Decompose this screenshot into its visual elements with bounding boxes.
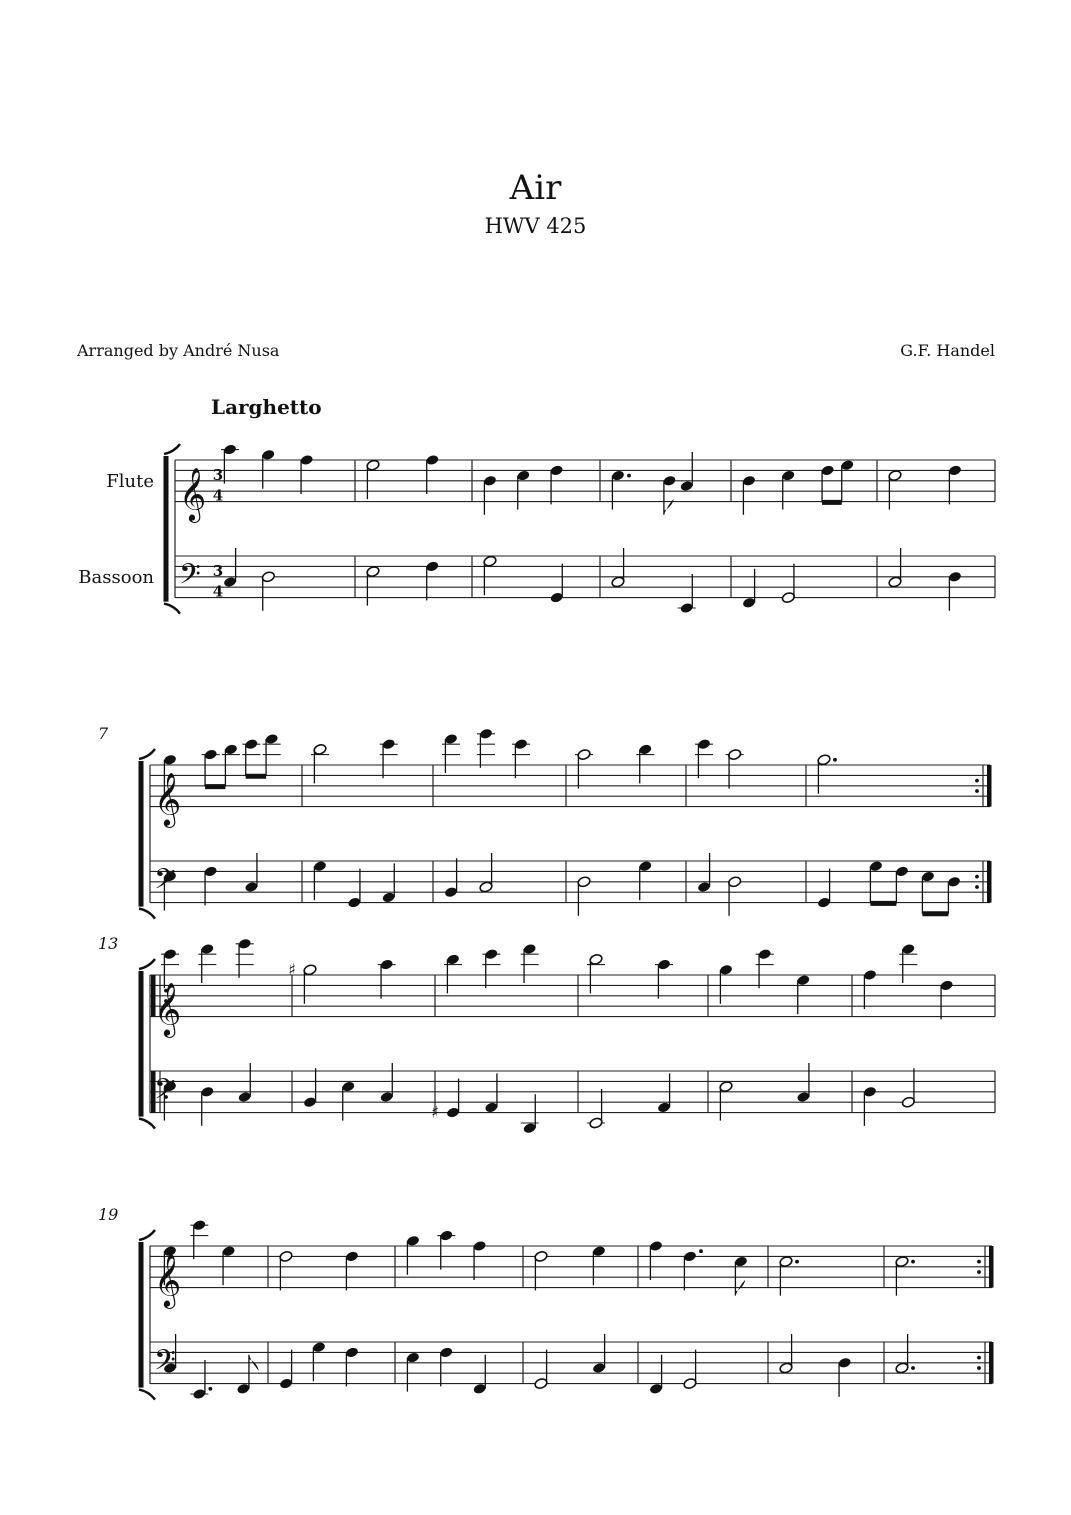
bassoon-sharp: ♯ bbox=[431, 1102, 439, 1122]
final-barline bbox=[987, 861, 992, 903]
bass-clef: 𝄢 bbox=[154, 1344, 176, 1385]
bass-clef: 𝄢 bbox=[154, 863, 176, 904]
bracket-hook-top bbox=[164, 444, 180, 454]
final-barline bbox=[987, 765, 992, 807]
score-subtitle: HWV 425 bbox=[484, 214, 587, 238]
bracket-hook-top bbox=[139, 1230, 155, 1240]
repeat-dot bbox=[975, 875, 979, 879]
bracket-hook-bottom bbox=[139, 1119, 155, 1129]
time-signature-denominator: 4 bbox=[212, 582, 224, 601]
treble-clef: 𝄞 bbox=[154, 771, 182, 826]
bass-clef: 𝄢 bbox=[179, 558, 201, 599]
bass-clef: 𝄢 bbox=[154, 1073, 176, 1114]
flute-duration-dot bbox=[795, 1260, 799, 1264]
bracket-hook-top bbox=[139, 959, 155, 969]
final-barline bbox=[989, 1342, 994, 1384]
system-4 bbox=[139, 1219, 994, 1400]
bassoon-duration-dot bbox=[911, 1366, 915, 1370]
repeat-dot bbox=[975, 789, 979, 793]
repeat-dot bbox=[977, 1366, 981, 1370]
repeat-dot bbox=[977, 1260, 981, 1264]
system-1 bbox=[164, 444, 995, 615]
system-2 bbox=[139, 728, 992, 919]
treble-clef: 𝄞 bbox=[154, 981, 182, 1036]
measure-number: 7 bbox=[98, 724, 109, 743]
system-3 bbox=[139, 938, 995, 1135]
measure-number: 13 bbox=[98, 934, 119, 953]
time-signature-numerator: 3 bbox=[212, 465, 224, 484]
tempo-marking: Larghetto bbox=[211, 395, 322, 419]
flute-duration-dot bbox=[627, 474, 631, 478]
arranger-credit: Arranged by André Nusa bbox=[77, 341, 280, 360]
bracket-hook-bottom bbox=[139, 909, 155, 919]
bracket-hook-bottom bbox=[164, 604, 180, 614]
repeat-dot bbox=[977, 1356, 981, 1360]
final-barline bbox=[989, 1246, 994, 1288]
flute-sharp: ♯ bbox=[288, 959, 296, 979]
instrument-name-flute: Flute bbox=[106, 470, 154, 492]
time-signature-numerator: 3 bbox=[212, 561, 224, 580]
repeat-dot bbox=[975, 779, 979, 783]
instrument-name-bassoon: Bassoon bbox=[78, 566, 154, 588]
repeat-dot bbox=[975, 885, 979, 889]
flute-duration-dot bbox=[833, 758, 837, 762]
time-signature-denominator: 4 bbox=[212, 486, 224, 505]
flute-duration-dot bbox=[911, 1260, 915, 1264]
bassoon-duration-dot bbox=[208, 1387, 212, 1391]
composer-credit: G.F. Handel bbox=[900, 341, 995, 360]
score-title: Air bbox=[509, 168, 562, 208]
flute-duration-dot bbox=[699, 1249, 703, 1253]
measure-number: 19 bbox=[98, 1205, 119, 1224]
repeat-dot bbox=[977, 1270, 981, 1274]
treble-clef: 𝄞 bbox=[179, 466, 207, 521]
bracket-hook-top bbox=[139, 749, 155, 759]
treble-clef: 𝄞 bbox=[154, 1252, 182, 1307]
bracket-hook-bottom bbox=[139, 1390, 155, 1400]
